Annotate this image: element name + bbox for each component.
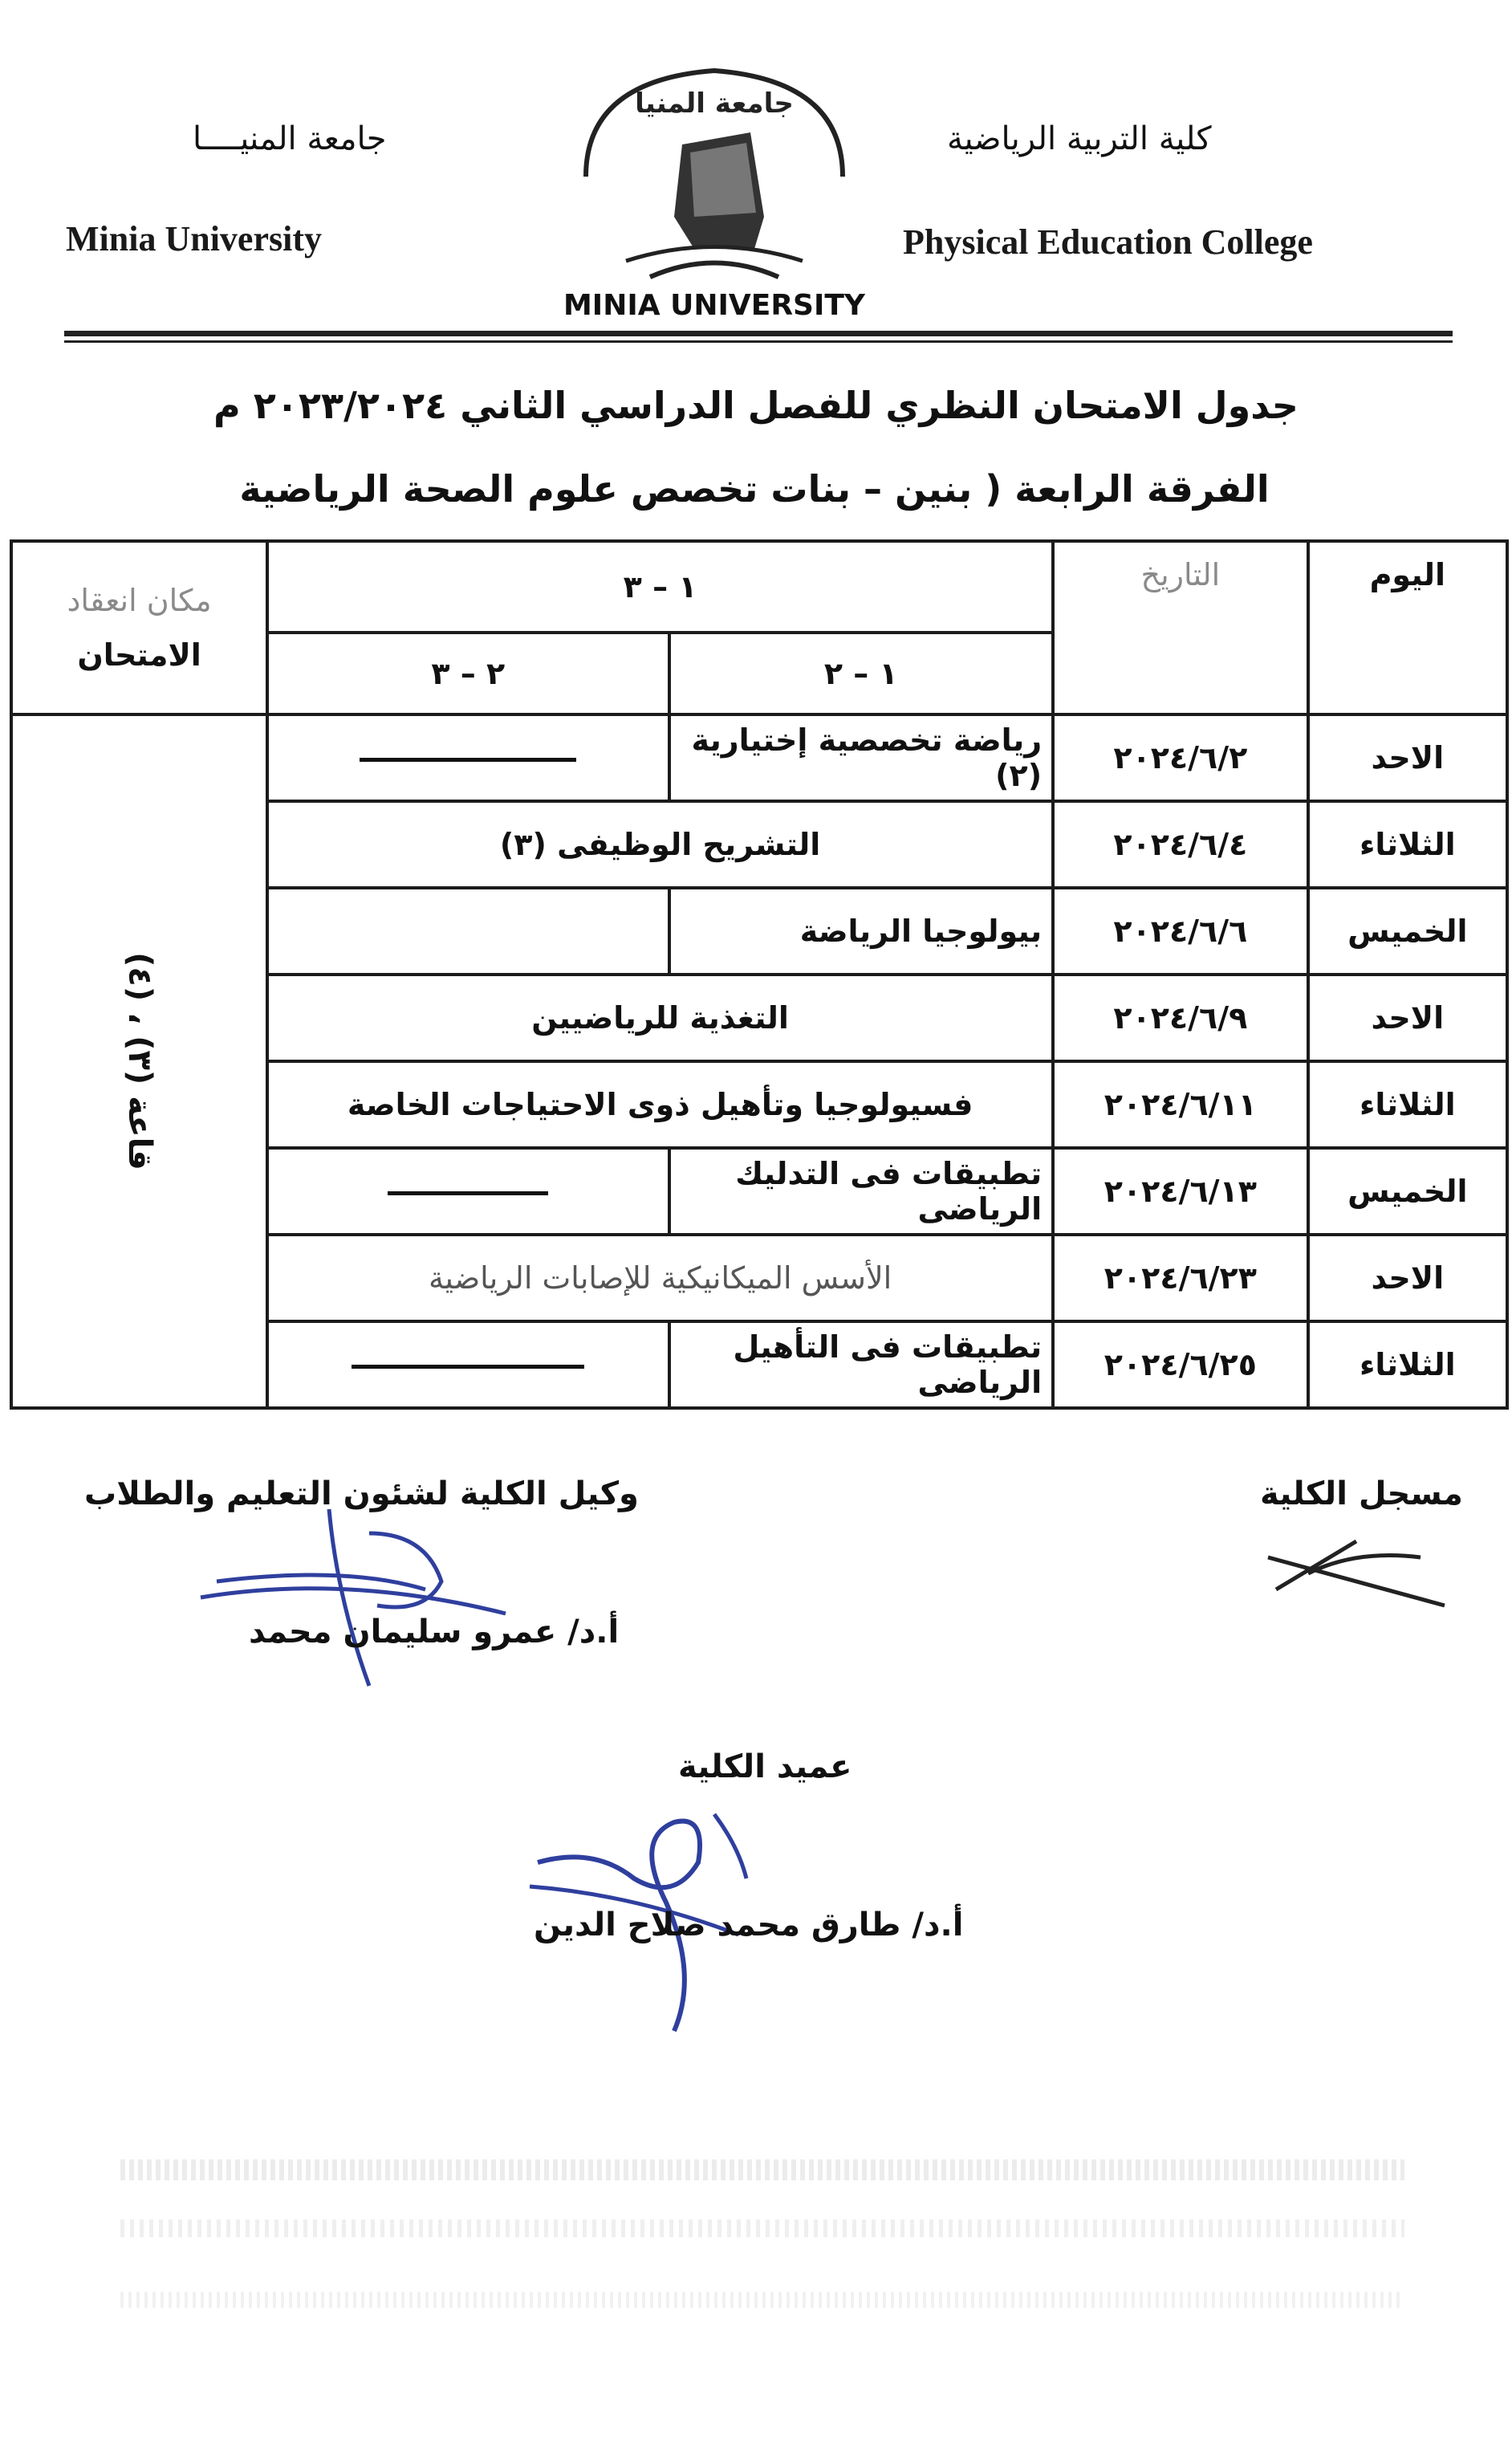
college-name-ar: كلية التربية الرياضية — [947, 120, 1212, 157]
table-row — [11, 714, 1507, 801]
scan-residue — [120, 2159, 1404, 2180]
college-name-en: Physical Education College — [903, 222, 1313, 262]
row-date: ٢٠٢٤/٦/٢٥ — [1053, 1321, 1308, 1408]
header-group-b: ٢ – ٣ — [267, 633, 669, 714]
row-subject: تطبيقات فى التأهيل الرياضى — [669, 1321, 1054, 1408]
row-date: ٢٠٢٤/٦/٢ — [1053, 714, 1308, 801]
no-exam-dash — [360, 758, 576, 762]
row-subject: الأسس الميكانيكية للإصابات الرياضية — [267, 1235, 1053, 1321]
row-date: ٢٠٢٤/٦/٤ — [1053, 801, 1308, 888]
vice-dean-title: وكيل الكلية لشئون التعليم والطلاب — [84, 1475, 639, 1512]
row-day: الاحد — [1308, 975, 1507, 1061]
header-venue-line2: الامتحان — [77, 637, 201, 673]
vice-dean-signature — [185, 1485, 522, 1697]
scan-residue — [120, 2292, 1404, 2308]
row-day: الثلاثاء — [1308, 1321, 1507, 1408]
row-subject: التغذية للرياضيين — [267, 975, 1053, 1061]
row-subject: التشريح الوظيفى (٣) — [267, 801, 1053, 888]
header-group-all: ١ – ٣ — [267, 541, 1053, 633]
row-subject: بيولوجيا الرياضة — [669, 888, 1054, 975]
row-empty-slot — [267, 1321, 669, 1408]
header-date: التاريخ — [1053, 541, 1308, 714]
row-day: الثلاثاء — [1308, 1061, 1507, 1148]
row-empty-slot — [267, 714, 669, 801]
row-day: الثلاثاء — [1308, 801, 1507, 888]
row-date: ٢٠٢٤/٦/١١ — [1053, 1061, 1308, 1148]
row-day: الاحد — [1308, 714, 1507, 801]
logo-text-ar: جامعة المنيا — [635, 88, 794, 120]
row-day: الخميس — [1308, 1148, 1507, 1235]
schedule-title: جدول الامتحان النظري للفصل الدراسي الثاني ٢٠٢٣/٢٠٢٤ م — [213, 384, 1299, 427]
dean-title: عميد الكلية — [678, 1748, 852, 1785]
header-venue — [11, 541, 267, 714]
dean-name: أ.د/ طارق محمد صلاح الدين — [534, 1907, 964, 1943]
registrar-signature — [1260, 1525, 1485, 1617]
row-date: ٢٠٢٤/٦/٩ — [1053, 975, 1308, 1061]
row-day: الخميس — [1308, 888, 1507, 975]
row-day: الاحد — [1308, 1235, 1507, 1321]
logo-text-en: MINIA UNIVERSITY — [563, 289, 866, 322]
row-empty-slot — [267, 888, 669, 975]
header-rule-top — [64, 331, 1453, 336]
exam-schedule-table — [10, 539, 1509, 1410]
university-logo — [554, 56, 875, 329]
dean-signature — [514, 1766, 851, 2042]
table-header-row — [11, 541, 1507, 633]
row-empty-slot — [267, 1148, 669, 1235]
university-name-en: Minia University — [66, 219, 322, 258]
row-subject: فسيولوجيا وتأهيل ذوى الاحتياجات الخاصة — [267, 1061, 1053, 1148]
row-subject: رياضة تخصصية إختيارية (٢) — [669, 714, 1054, 801]
registrar-title: مسجل الكلية — [1260, 1475, 1463, 1512]
row-subject: تطبيقات فى التدليك الرياضى — [669, 1148, 1054, 1235]
vice-dean-name: أ.د/ عمرو سليمان محمد — [249, 1614, 620, 1650]
no-exam-dash — [352, 1365, 584, 1369]
row-date: ٢٠٢٤/٦/٢٣ — [1053, 1235, 1308, 1321]
header-group-a: ١ – ٢ — [669, 633, 1054, 714]
university-name-ar: جامعة المنيــــا — [193, 120, 387, 157]
scan-residue — [120, 2220, 1404, 2237]
row-date: ٢٠٢٤/٦/١٣ — [1053, 1148, 1308, 1235]
venue-cell — [11, 714, 267, 1408]
venue-text: قاعة (٣) ، (٤) — [120, 952, 158, 1170]
header-day: اليوم — [1308, 541, 1507, 714]
no-exam-dash — [388, 1191, 548, 1195]
header-rule-bottom — [64, 340, 1453, 343]
schedule-subtitle: الفرقة الرابعة ( بنين – بنات تخصص علوم الصحة الرياضية — [239, 467, 1270, 511]
header-venue-line1: مكان انعقاد — [67, 583, 212, 618]
row-date: ٢٠٢٤/٦/٦ — [1053, 888, 1308, 975]
